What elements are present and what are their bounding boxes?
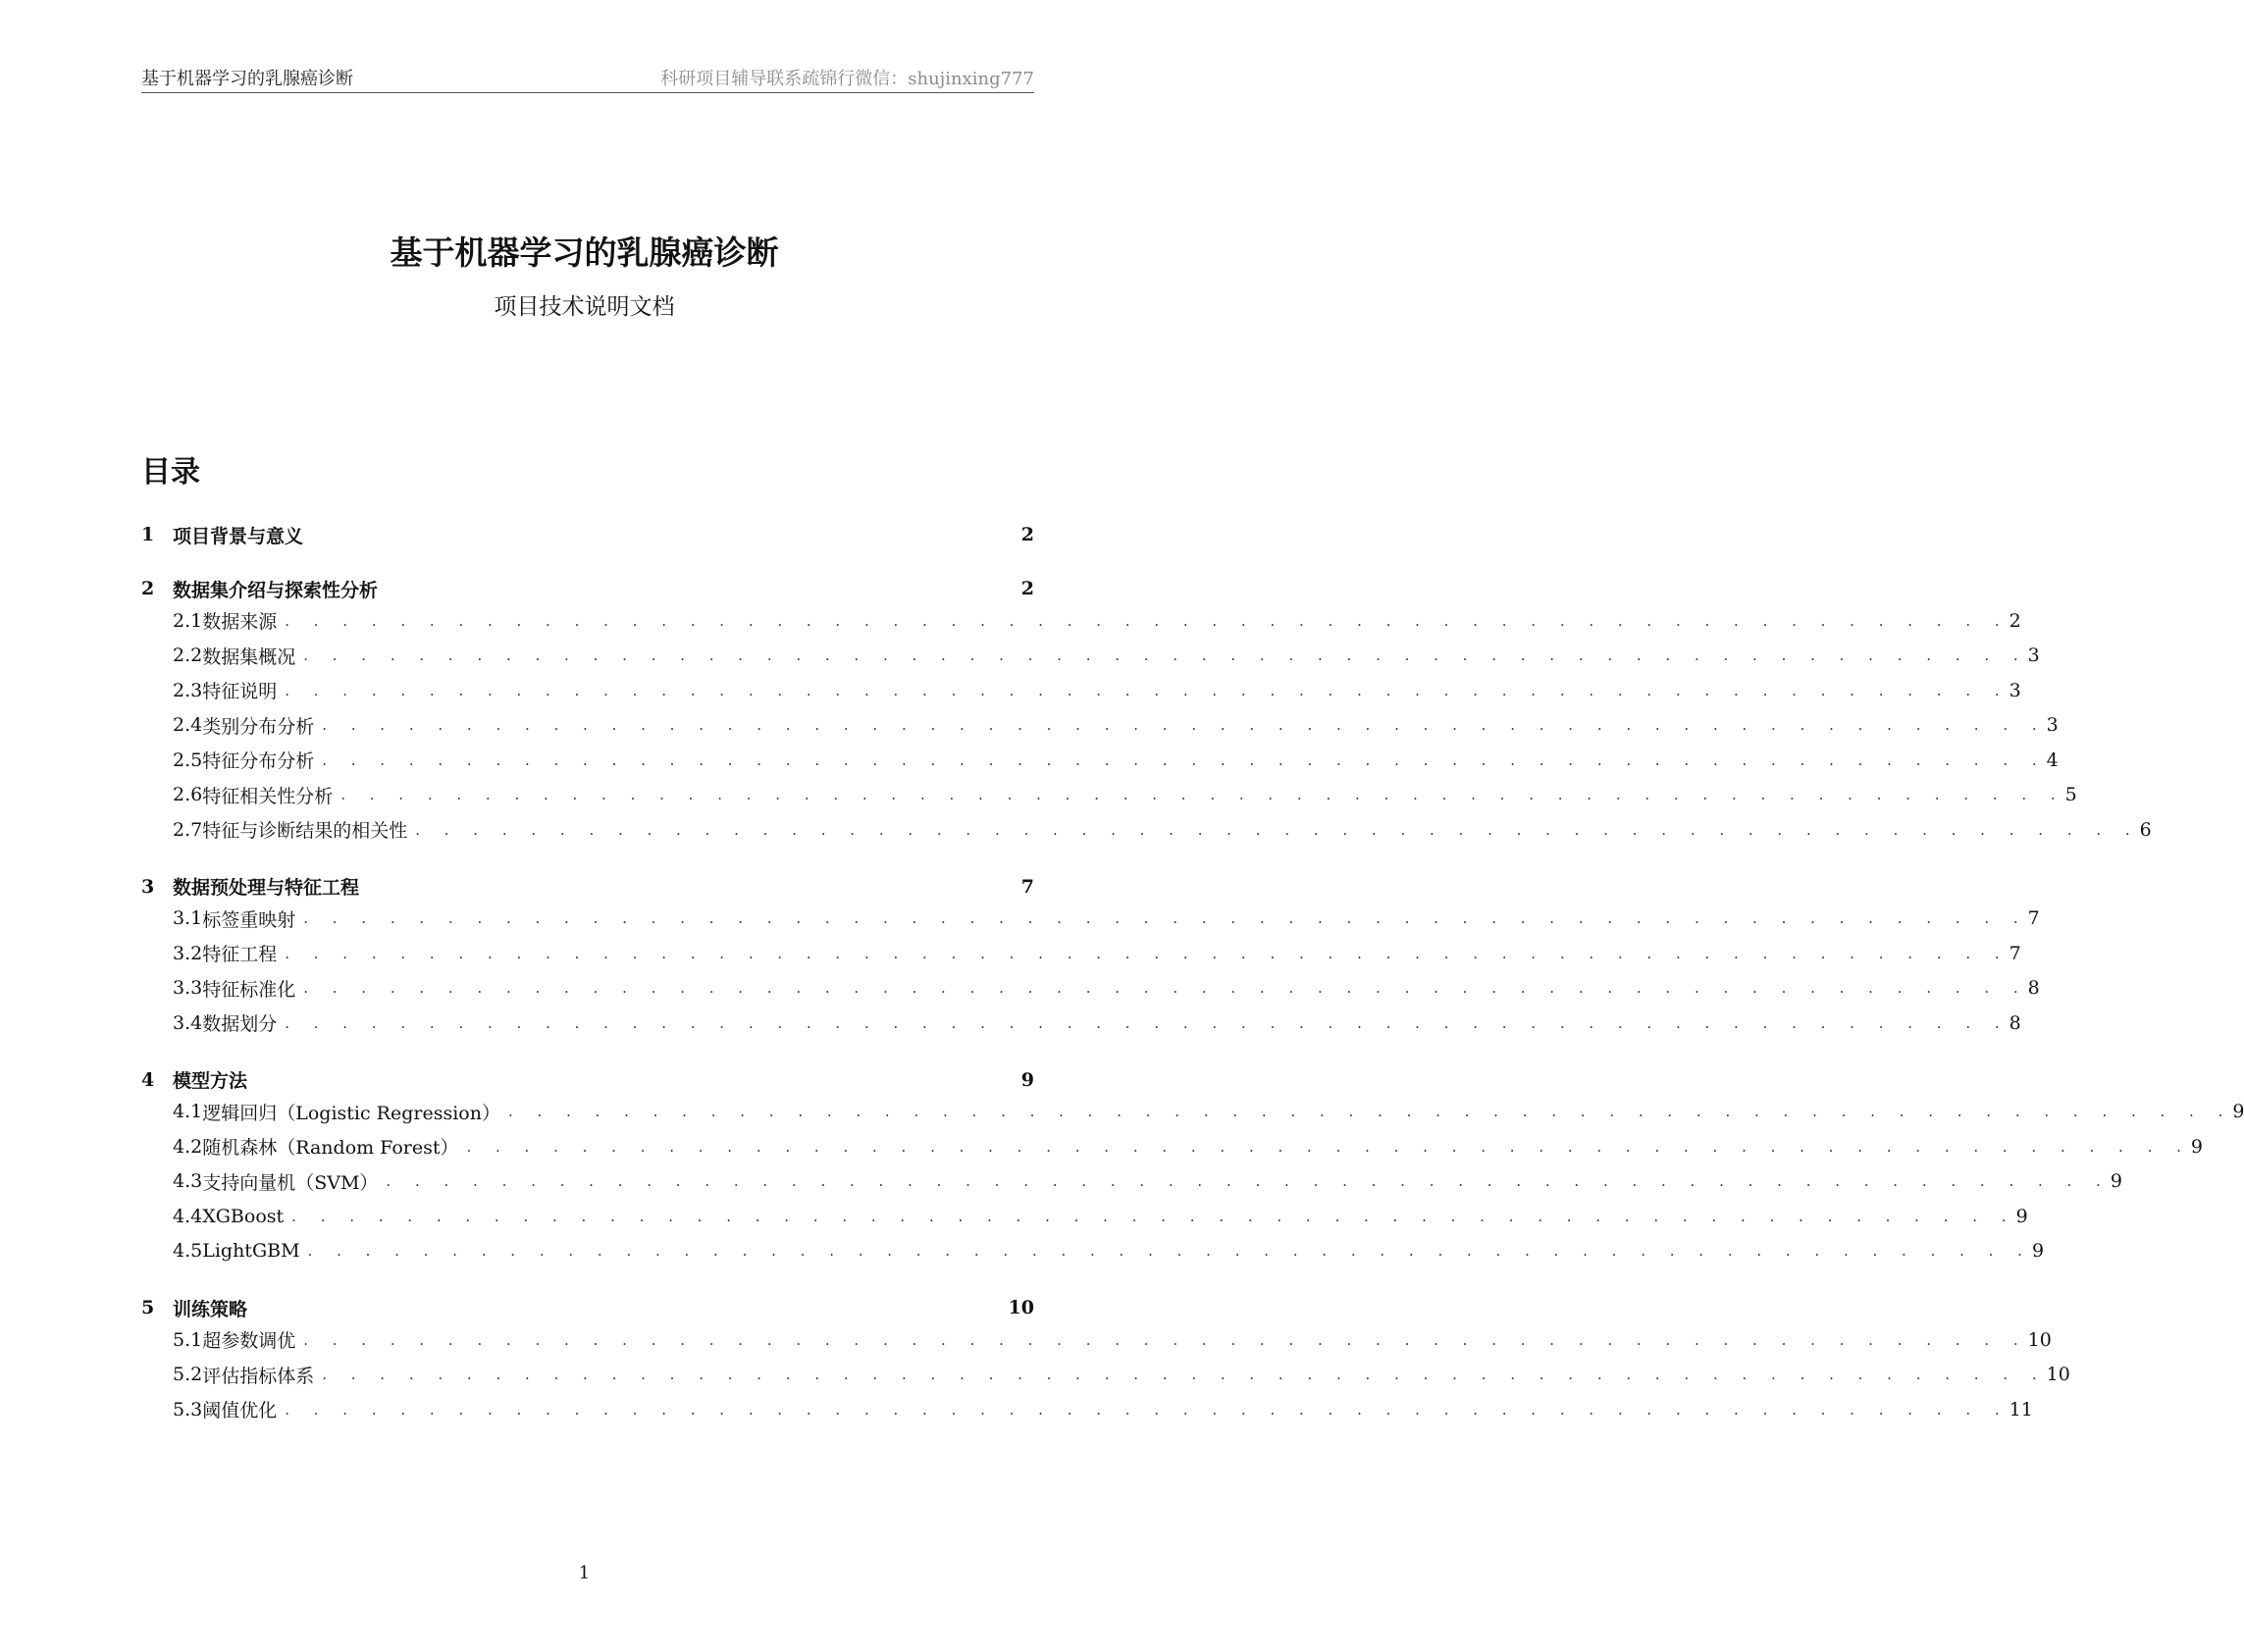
page-number: 1 — [578, 1563, 591, 1583]
toc-subsection[interactable] — [141, 708, 2059, 744]
toc-section-page: 9 — [1020, 1068, 1034, 1091]
toc-dot-leader: . . . . . . . . . . . . . . . . . . . . . . . . . . . . . . . . . . . . . . . . . . . . . . . . . . . . . . . . . . . . — [303, 1330, 2028, 1349]
toc-subsection-number: 3.1 — [173, 907, 203, 930]
toc-subsection-number: 4.4 — [173, 1205, 203, 1227]
toc-subsection-page: 7 — [2027, 907, 2040, 930]
toc-subsection[interactable] — [141, 673, 2021, 708]
toc-subsection-number: 3.2 — [173, 942, 203, 964]
toc-section-number: 3 — [141, 875, 155, 898]
toc-subsection[interactable] — [141, 639, 2040, 674]
toc-dot-leader: . . . . . . . . . . . . . . . . . . . . . . . . . . . . . . . . . . . . . . . . . . . . . . . . . . . . . . . . . . . . — [285, 611, 2009, 630]
toc-subsection[interactable] — [141, 902, 2040, 937]
toc-section[interactable] — [141, 1293, 1034, 1322]
table-of-contents — [141, 520, 2244, 1427]
toc-subsection[interactable] — [141, 1358, 2070, 1393]
toc-subsection-number: 2.6 — [173, 784, 203, 806]
toc-subsection-title: 标签重映射 — [202, 908, 296, 931]
toc-subsection-number: 4.1 — [173, 1101, 203, 1123]
toc-section-title: 项目背景与意义 — [173, 525, 304, 547]
toc-subsection[interactable] — [141, 1199, 2028, 1234]
toc-subsection-number: 5.1 — [173, 1328, 203, 1351]
toc-dot-leader: . . . . . . . . . . . . . . . . . . . . . . . . . . . . . . . . . . . . . . . . . . . . . . . . . . . . . . . . . . . . — [466, 1137, 2191, 1156]
header-contact: 科研项目辅导联系疏锦行微信：shujinxing777 — [660, 69, 1034, 89]
toc-subsection-page: 11 — [2009, 1398, 2033, 1420]
toc-subsection-title: XGBoost — [202, 1205, 285, 1227]
toc-dot-leader: . . . . . . . . . . . . . . . . . . . . . . . . . . . . . . . . . . . . . . . . . . . . . . . . . . . . . . . . . . . . — [322, 750, 2047, 769]
running-header — [141, 67, 1034, 93]
toc-subsection-page: 2 — [2009, 609, 2021, 632]
toc-subsection-title: 特征标准化 — [202, 978, 296, 1001]
toc-subsection-number: 2.4 — [173, 714, 203, 737]
toc-subsection-page: 10 — [2027, 1328, 2052, 1351]
toc-section-title: 数据预处理与特征工程 — [173, 877, 360, 899]
toc-subsection-page: 8 — [2009, 1011, 2021, 1034]
toc-subsection-page: 3 — [2046, 714, 2059, 737]
toc-subsection-page: 9 — [2110, 1170, 2122, 1193]
toc-dot-leader: . . . . . . . . . . . . . . . . . . . . . . . . . . . . . . . . . . . . . . . . . . . . . . . . . . . . . . . . . . . . — [322, 1366, 2047, 1384]
toc-section-page: 2 — [1020, 578, 1034, 599]
toc-subsection-number: 2.1 — [173, 609, 203, 632]
toc-subsection-title: LightGBM — [202, 1240, 300, 1263]
toc-subsection-number: 2.2 — [173, 645, 203, 667]
toc-subsection-page: 9 — [2015, 1205, 2028, 1227]
toc-section-page: 2 — [1020, 524, 1034, 545]
toc-section[interactable] — [141, 574, 1034, 603]
toc-section-page: 10 — [1008, 1297, 1034, 1318]
toc-subsection-title: 评估指标体系 — [202, 1365, 315, 1387]
toc-subsection-page: 9 — [2190, 1135, 2203, 1158]
toc-dot-leader: . . . . . . . . . . . . . . . . . . . . . . . . . . . . . . . . . . . . . . . . . . . . . . . . . . . . . . . . . . . . — [285, 1013, 2009, 1032]
toc-section-title: 模型方法 — [173, 1070, 248, 1092]
toc-subsection-number: 2.3 — [173, 679, 203, 701]
toc-dot-leader: . . . . . . . . . . . . . . . . . . . . . . . . . . . . . . . . . . . . . . . . . . . . . . . . . . . . . . . . . . . . — [415, 820, 2140, 839]
toc-subsection-title: 特征与诊断结果的相关性 — [202, 820, 408, 843]
toc-subsection-title: 特征工程 — [202, 944, 278, 966]
toc-section-page: 7 — [1020, 875, 1034, 898]
toc-section-number: 5 — [141, 1297, 155, 1318]
toc-subsection-number: 4.2 — [173, 1135, 203, 1158]
toc-dot-leader: . . . . . . . . . . . . . . . . . . . . . . . . . . . . . . . . . . . . . . . . . . . . . . . . . . . . . . . . . . . . — [307, 1242, 2032, 1261]
toc-subsection-title: 类别分布分析 — [202, 715, 315, 738]
toc-subsection[interactable] — [141, 743, 2059, 778]
toc-subsection-number: 2.7 — [173, 818, 203, 841]
toc-dot-leader: . . . . . . . . . . . . . . . . . . . . . . . . . . . . . . . . . . . . . . . . . . . . . . . . . . . . . . . . . . . . — [322, 716, 2047, 735]
toc-subsection-number: 3.3 — [173, 977, 203, 1000]
toc-section[interactable] — [141, 872, 1034, 902]
toc-subsection-page: 6 — [2139, 818, 2152, 841]
toc-section-number: 4 — [141, 1068, 155, 1091]
toc-subsection-number: 5.2 — [173, 1364, 203, 1386]
toc-dot-leader: . . . . . . . . . . . . . . . . . . . . . . . . . . . . . . . . . . . . . . . . . . . . . . . . . . . . . . . . . . . . — [285, 1400, 2009, 1419]
toc-dot-leader: . . . . . . . . . . . . . . . . . . . . . . . . . . . . . . . . . . . . . . . . . . . . . . . . . . . . . . . . . . . . — [303, 646, 2028, 665]
toc-dot-leader: . . . . . . . . . . . . . . . . . . . . . . . . . . . . . . . . . . . . . . . . . . . . . . . . . . . . . . . . . . . . — [386, 1172, 2111, 1191]
toc-dot-leader: . . . . . . . . . . . . . . . . . . . . . . . . . . . . . . . . . . . . . . . . . . . . . . . . . . . . . . . . . . . . — [340, 786, 2065, 804]
toc-subsection-number: 2.5 — [173, 749, 203, 771]
toc-section-title: 数据集介绍与探索性分析 — [173, 579, 379, 601]
toc-subsection[interactable] — [141, 936, 2021, 971]
toc-section-number: 1 — [141, 524, 155, 545]
toc-subsection[interactable] — [141, 778, 2077, 813]
toc-subsection-title: 特征说明 — [202, 681, 278, 703]
toc-dot-leader: . . . . . . . . . . . . . . . . . . . . . . . . . . . . . . . . . . . . . . . . . . . . . . . . . . . . . . . . . . . . — [303, 979, 2028, 998]
toc-subsection-page: 10 — [2046, 1364, 2070, 1386]
toc-subsection-page: 9 — [2232, 1101, 2244, 1123]
toc-subsection[interactable] — [141, 1006, 2021, 1041]
toc-dot-leader: . . . . . . . . . . . . . . . . . . . . . . . . . . . . . . . . . . . . . . . . . . . . . . . . . . . . . . . . . . . . — [507, 1103, 2233, 1121]
toc-subsection-title: 随机森林（Random Forest） — [202, 1137, 459, 1160]
toc-subsection[interactable] — [141, 1095, 2244, 1130]
toc-subsection-page: 9 — [2031, 1240, 2045, 1263]
document-subtitle: 项目技术说明文档 — [494, 294, 675, 320]
toc-subsection-title: 逻辑回归（Logistic Regression） — [202, 1102, 500, 1124]
toc-subsection[interactable] — [141, 1392, 2033, 1427]
toc-subsection-number: 4.3 — [173, 1170, 203, 1193]
toc-subsection-number: 3.4 — [173, 1011, 203, 1034]
toc-section[interactable] — [141, 1065, 1034, 1095]
toc-subsection-number: 4.5 — [173, 1240, 203, 1263]
header-title: 基于机器学习的乳腺癌诊断 — [141, 69, 353, 89]
toc-heading: 目录 — [141, 455, 200, 490]
toc-subsection[interactable] — [141, 1322, 2052, 1358]
toc-section-number: 2 — [141, 578, 155, 599]
toc-section[interactable] — [141, 520, 1034, 549]
toc-section-title: 训练策略 — [173, 1298, 248, 1320]
toc-subsection-page: 3 — [2027, 645, 2040, 667]
toc-subsection-title: 超参数调优 — [202, 1330, 296, 1353]
toc-subsection-title: 数据来源 — [202, 611, 278, 634]
toc-subsection-title: 支持向量机（SVM） — [202, 1171, 379, 1194]
toc-subsection-title: 数据划分 — [202, 1013, 278, 1036]
toc-subsection-page: 5 — [2064, 784, 2077, 806]
toc-subsection-title: 特征分布分析 — [202, 750, 315, 773]
toc-subsection[interactable] — [141, 1164, 2122, 1200]
toc-subsection-page: 3 — [2009, 679, 2021, 701]
toc-subsection-title: 数据集概况 — [202, 645, 296, 668]
toc-dot-leader: . . . . . . . . . . . . . . . . . . . . . . . . . . . . . . . . . . . . . . . . . . . . . . . . . . . . . . . . . . . . — [291, 1207, 2016, 1225]
toc-subsection[interactable] — [141, 971, 2040, 1007]
toc-subsection-number: 5.3 — [173, 1398, 203, 1420]
toc-dot-leader: . . . . . . . . . . . . . . . . . . . . . . . . . . . . . . . . . . . . . . . . . . . . . . . . . . . . . . . . . . . . — [285, 944, 2009, 962]
toc-dot-leader: . . . . . . . . . . . . . . . . . . . . . . . . . . . . . . . . . . . . . . . . . . . . . . . . . . . . . . . . . . . . — [285, 681, 2009, 699]
toc-subsection-page: 7 — [2009, 942, 2021, 964]
toc-subsection[interactable] — [141, 1129, 2203, 1164]
document-title: 基于机器学习的乳腺癌诊断 — [390, 233, 779, 272]
toc-subsection[interactable] — [141, 812, 2152, 848]
toc-subsection[interactable] — [141, 1234, 2045, 1269]
toc-subsection[interactable] — [141, 603, 2021, 639]
toc-subsection-page: 8 — [2027, 977, 2040, 1000]
toc-dot-leader: . . . . . . . . . . . . . . . . . . . . . . . . . . . . . . . . . . . . . . . . . . . . . . . . . . . . . . . . . . . . — [303, 909, 2028, 928]
toc-subsection-title: 阈值优化 — [202, 1400, 278, 1422]
toc-subsection-page: 4 — [2046, 749, 2059, 771]
toc-subsection-title: 特征相关性分析 — [202, 785, 334, 807]
